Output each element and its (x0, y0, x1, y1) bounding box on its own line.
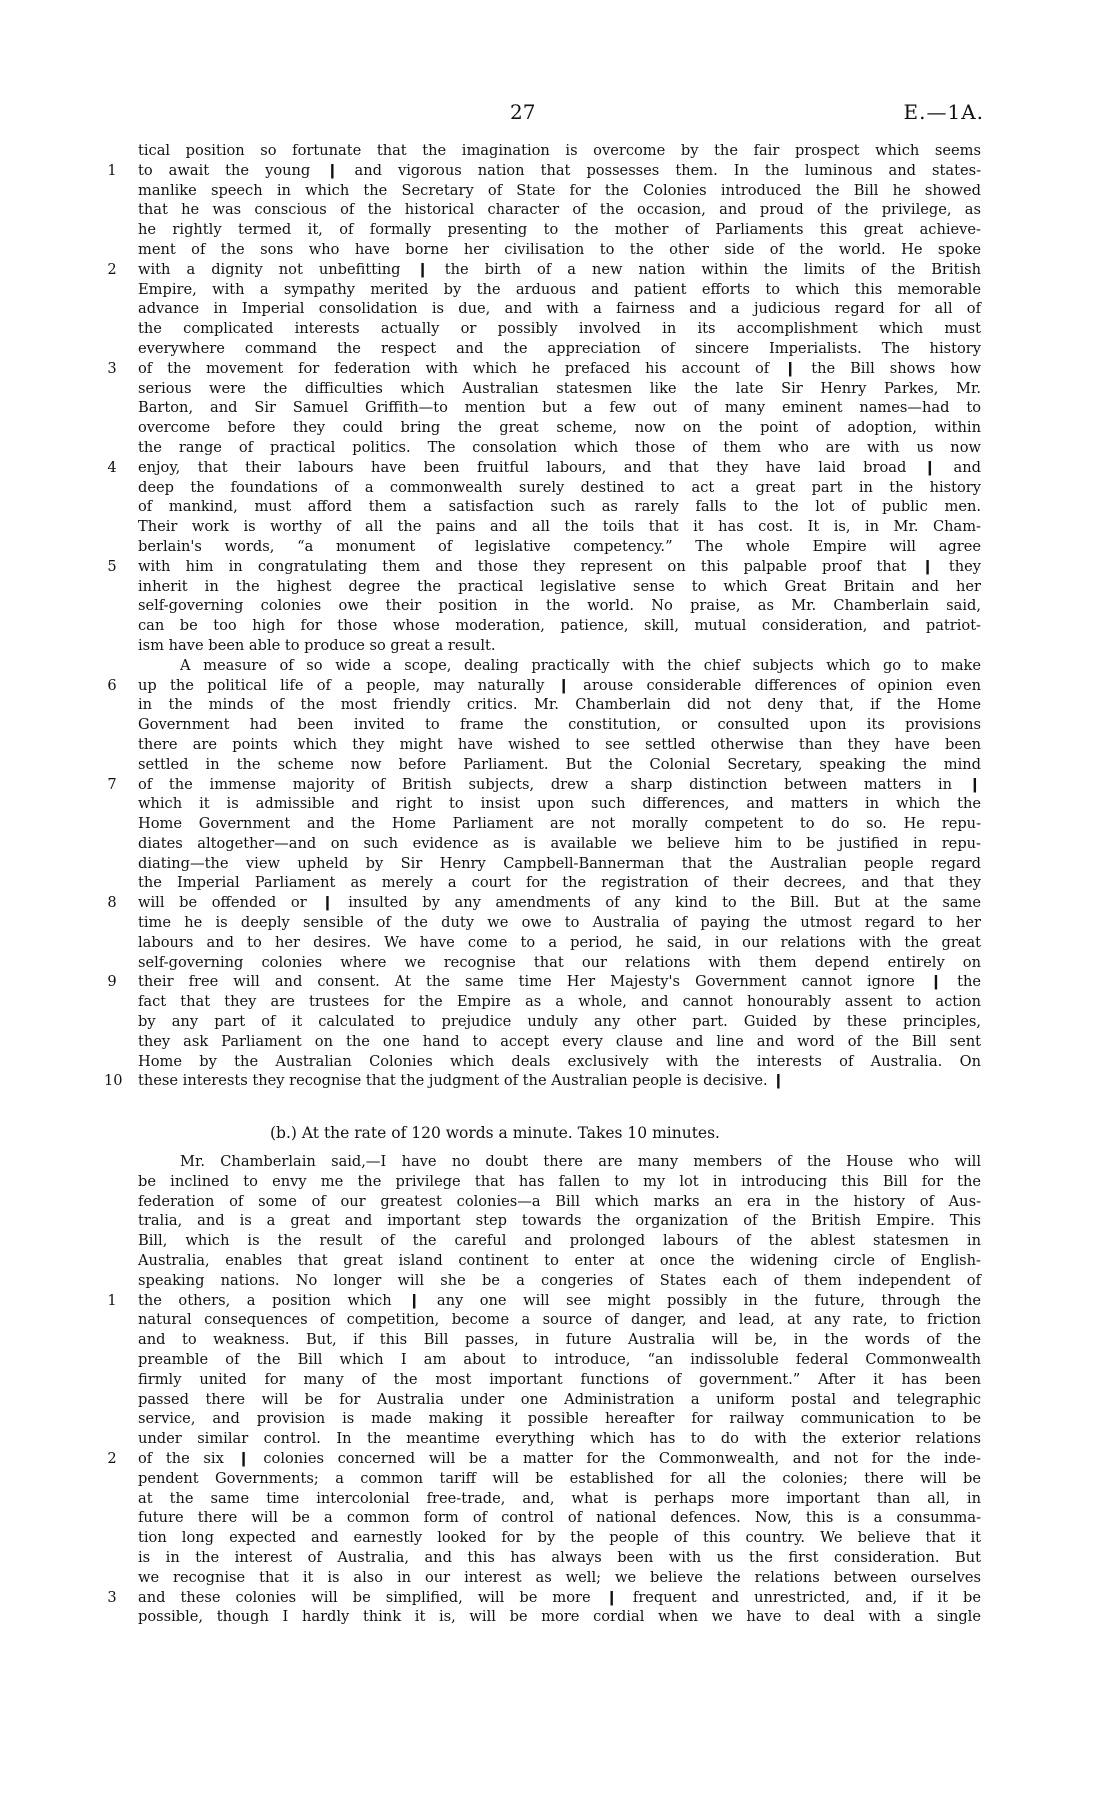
text-line (0, 1449, 1114, 1469)
line-text: Empire, with a sympathy merited by the arduous and patient efforts to which this memorable (138, 280, 981, 298)
text-line (0, 715, 1114, 735)
line-text: can be too high for those whose moderation, patience, skill, mutual consideration, and patriot- (138, 617, 981, 635)
line-marker: 2 (107, 260, 117, 278)
text-line (0, 1172, 1114, 1192)
line-text: enjoy, that their labours have been fruitful labours, and that they have laid broad ❙ and (138, 458, 981, 476)
text-line (0, 319, 1114, 339)
text-line (0, 1508, 1114, 1528)
text-line (0, 458, 1114, 478)
line-text: manlike speech in which the Secretary of State for the Colonies introduced the Bill he showed (138, 181, 981, 199)
text-line (0, 1528, 1114, 1548)
line-text: preamble of the Bill which I am about to introduce, “an indissoluble federal Commonwealth (138, 1350, 981, 1368)
text-line (0, 220, 1114, 240)
line-text: self-governing colonies owe their position in the world. No praise, as Mr. Chamberlain said, (138, 597, 981, 615)
line-text: pendent Governments; a common tariff will be established for all the colonies; there will be (138, 1469, 981, 1487)
line-text: deep the foundations of a commonwealth surely destined to act a great part in the history (138, 478, 981, 496)
line-text: Government had been invited to frame the constitution, or consulted upon its provisions (138, 716, 981, 734)
text-line (0, 339, 1114, 359)
line-text: possible, though I hardly think it is, will be more cordial when we have to deal with a single (138, 1608, 981, 1626)
line-text: overcome before they could bring the great scheme, now on the point of adoption, within (138, 419, 981, 437)
text-line (0, 1409, 1114, 1429)
text-line (0, 497, 1114, 517)
text-line (0, 240, 1114, 260)
line-text: to await the young ❙ and vigorous nation that possesses them. In the luminous and states- (138, 161, 981, 179)
text-line (0, 1032, 1114, 1052)
text-line (0, 260, 1114, 280)
line-marker: 5 (107, 557, 117, 575)
text-line (0, 1548, 1114, 1568)
line-text: ment of the sons who have borne her civilisation to the other side of the world. He spoke (138, 240, 981, 258)
line-text: and to weakness. But, if this Bill passes, in future Australia will be, in the words of the (138, 1331, 981, 1349)
text-line (0, 1192, 1114, 1212)
text-line (0, 636, 1114, 656)
text-line (0, 596, 1114, 616)
text-line (0, 200, 1114, 220)
line-text: inherit in the highest degree the practical legislative sense to which Great Britain and her (138, 577, 981, 595)
text-line (0, 398, 1114, 418)
text-line (0, 299, 1114, 319)
line-text: by any part of it calculated to prejudice unduly any other part. Guided by these principles, (138, 1013, 981, 1031)
text-line (0, 1370, 1114, 1390)
text-line (0, 1350, 1114, 1370)
text-line (0, 557, 1114, 577)
text-line (0, 775, 1114, 795)
section-b-heading: (b.) At the rate of 120 words a minute. Takes 10 minutes. (270, 1124, 720, 1142)
line-text: they ask Parliament on the one hand to accept every clause and line and word of the Bill sent (138, 1032, 981, 1050)
line-text: diating—the view upheld by Sir Henry Campbell-Bannerman that the Australian people regard (138, 854, 981, 872)
section-b-passage (0, 1152, 1114, 1627)
page-header (0, 100, 1114, 128)
section-a-passage (0, 141, 1114, 1091)
line-text: fact that they are trustees for the Empire as a whole, and cannot honourably assent to action (138, 993, 981, 1011)
line-text: under similar control. In the meantime everything which has to do with the exterior relations (138, 1430, 981, 1448)
text-line (0, 359, 1114, 379)
line-text: berlain's words, “a monument of legislative competency.” The whole Empire will agree (138, 537, 981, 555)
text-line (0, 517, 1114, 537)
line-text: there are points which they might have wished to see settled otherwise than they have been (138, 735, 981, 753)
line-text: of mankind, must afford them a satisfaction such as rarely falls to the lot of public men. (138, 498, 981, 516)
line-text: Home by the Australian Colonies which deals exclusively with the interests of Australia. On (138, 1052, 981, 1070)
line-text: service, and provision is made making it possible hereafter for railway communication to be (138, 1410, 981, 1428)
text-line (0, 814, 1114, 834)
text-line (0, 1012, 1114, 1032)
line-text: settled in the scheme now before Parliament. But the Colonial Secretary, speaking the mind (138, 755, 981, 773)
text-line (0, 913, 1114, 933)
line-text: tical position so fortunate that the imagination is overcome by the fair prospect which seems (138, 142, 981, 159)
text-line (0, 972, 1114, 992)
text-line (0, 676, 1114, 696)
text-line (0, 1071, 1114, 1091)
text-line (0, 695, 1114, 715)
section-b-heading-wrapper (0, 1117, 1114, 1149)
line-text: their free will and consent. At the same time Her Majesty's Government cannot ignore ❙ the (138, 973, 981, 991)
line-text: in the minds of the most friendly critics. Mr. Chamberlain did not deny that, if the Home (138, 696, 981, 714)
text-line (0, 1390, 1114, 1410)
text-line (0, 181, 1114, 201)
text-line (0, 280, 1114, 300)
text-line (0, 1291, 1114, 1311)
line-text: Barton, and Sir Samuel Griffith—to mention but a few out of many eminent names—had to (138, 399, 981, 417)
line-marker: 3 (107, 1588, 117, 1606)
line-text: we recognise that it is also in our interest as well; we believe the relations between ourselves (138, 1568, 981, 1586)
text-line (0, 418, 1114, 438)
line-text: tion long expected and earnestly looked for by the people of this country. We believe that it (138, 1529, 981, 1547)
line-text: Their work is worthy of all the pains and all the toils that it has cost. It is, in Mr. Cham- (138, 518, 981, 536)
line-text: the complicated interests actually or possibly involved in its accomplishment which must (138, 320, 981, 338)
line-text: of the six ❙ colonies concerned will be a matter for the Commonwealth, and not for the inde- (138, 1449, 981, 1467)
document-reference: E.—1A. (903, 100, 984, 124)
text-line (0, 1607, 1114, 1627)
line-text: future there will be a common form of control of national defences. Now, this is a consumma- (138, 1509, 981, 1527)
text-line (0, 478, 1114, 498)
line-text: the Imperial Parliament as merely a court for the registration of their decrees, and that they (138, 874, 981, 892)
line-marker: 8 (107, 894, 117, 912)
text-line (0, 854, 1114, 874)
text-line (0, 1211, 1114, 1231)
line-text: up the political life of a people, may naturally ❙ arouse considerable differences of opinion even (138, 676, 981, 694)
line-text: diates altogether—and on such evidence as is available we believe him to be justified in repu- (138, 834, 981, 852)
line-text: Australia, enables that great island continent to enter at once the widening circle of English- (138, 1251, 981, 1269)
text-line (0, 1568, 1114, 1588)
line-marker: 6 (107, 676, 117, 694)
text-line (0, 933, 1114, 953)
text-line (0, 1310, 1114, 1330)
text-line (0, 1251, 1114, 1271)
text-line (0, 379, 1114, 399)
line-text: passed there will be for Australia under one Administration a uniform postal and telegraphic (138, 1390, 981, 1408)
line-text: Home Government and the Home Parliament are not morally competent to do so. He repu- (138, 815, 981, 833)
line-text: with him in congratulating them and those they represent on this palpable proof that ❙ they (138, 557, 981, 575)
text-line (0, 1271, 1114, 1291)
text-line (0, 1469, 1114, 1489)
line-text: he rightly termed it, of formally presenting to the mother of Parliaments this great achieve- (138, 221, 981, 239)
text-line (0, 953, 1114, 973)
line-marker: 10 (104, 1072, 123, 1090)
line-text: tralia, and is a great and important step towards the organization of the British Empire. This (138, 1212, 981, 1230)
line-marker: 1 (107, 1291, 117, 1309)
text-line (0, 735, 1114, 755)
line-text: will be offended or ❙ insulted by any amendments of any kind to the Bill. But at the same (138, 894, 981, 912)
line-text: time he is deeply sensible of the duty we owe to Australia of paying the utmost regard to her (138, 914, 981, 932)
line-marker: 7 (107, 775, 117, 793)
line-text: that he was conscious of the historical character of the occasion, and proud of the privilege, as (138, 201, 981, 219)
line-text: labours and to her desires. We have come to a period, he said, in our relations with the great (138, 933, 981, 951)
line-text: the others, a position which ❙ any one will see might possibly in the future, through the (138, 1291, 981, 1309)
line-text: ism have been able to produce so great a result. (138, 636, 496, 654)
line-text: self-governing colonies where we recognise that our relations with them depend entirely on (138, 953, 981, 971)
line-text: at the same time intercolonial free-trade, and, what is perhaps more important than all, in (138, 1489, 981, 1507)
text-line (0, 834, 1114, 854)
text-line (0, 1052, 1114, 1072)
text-line (0, 873, 1114, 893)
text-line (0, 438, 1114, 458)
text-line (0, 1588, 1114, 1608)
line-text: speaking nations. No longer will she be a congeries of States each of them independent of (138, 1271, 981, 1289)
line-text: natural consequences of competition, become a source of danger, and lead, at any rate, to friction (138, 1311, 981, 1329)
text-line (0, 656, 1114, 676)
line-text: advance in Imperial consolidation is due, and with a fairness and a judicious regard for all of (138, 300, 981, 318)
line-text: Bill, which is the result of the careful and prolonged labours of the ablest statesmen in (138, 1232, 981, 1250)
line-marker: 4 (107, 458, 117, 476)
line-text: firmly united for many of the most important functions of government.” After it has been (138, 1370, 981, 1388)
line-text: and these colonies will be simplified, will be more ❙ frequent and unrestricted, and, if it be (138, 1588, 981, 1606)
line-text: federation of some of our greatest colonies—a Bill which marks an era in the history of Aus- (138, 1192, 981, 1210)
text-line (0, 1429, 1114, 1449)
line-marker: 1 (107, 161, 117, 179)
line-text: is in the interest of Australia, and this has always been with us the first consideration. But (138, 1548, 981, 1566)
text-line (0, 1152, 1114, 1172)
text-line (0, 893, 1114, 913)
page-number: 27 (510, 100, 536, 124)
line-text: which it is admissible and right to insist upon such differences, and matters in which the (138, 795, 981, 813)
text-line (0, 161, 1114, 181)
line-text: with a dignity not unbefitting ❙ the birth of a new nation within the limits of the British (138, 260, 981, 278)
text-line (0, 616, 1114, 636)
text-line (0, 577, 1114, 597)
line-marker: 3 (107, 359, 117, 377)
line-text: Mr. Chamberlain said,—I have no doubt there are many members of the House who will (180, 1153, 981, 1170)
text-line (0, 1330, 1114, 1350)
line-text: of the immense majority of British subjects, drew a sharp distinction between matters in ❙ (138, 775, 981, 793)
line-text: A measure of so wide a scope, dealing practically with the chief subjects which go to make (180, 656, 981, 674)
line-text: serious were the difficulties which Australian statesmen like the late Sir Henry Parkes, Mr. (138, 379, 981, 397)
line-text: of the movement for federation with which he prefaced his account of ❙ the Bill shows how (138, 359, 981, 377)
line-text: the range of practical politics. The consolation which those of them who are with us now (138, 438, 981, 456)
text-line (0, 794, 1114, 814)
line-marker: 2 (107, 1449, 117, 1467)
line-text: these interests they recognise that the judgment of the Australian people is decisive. ❙ (138, 1072, 785, 1090)
text-line (0, 537, 1114, 557)
text-line (0, 992, 1114, 1012)
text-line (0, 755, 1114, 775)
line-marker: 9 (107, 973, 117, 991)
line-text: everywhere command the respect and the appreciation of sincere Imperialists. The history (138, 339, 981, 357)
text-line (0, 1489, 1114, 1509)
text-line (0, 141, 1114, 161)
line-text: be inclined to envy me the privilege that has fallen to my lot in introducing this Bill for the (138, 1172, 981, 1190)
text-line (0, 1231, 1114, 1251)
